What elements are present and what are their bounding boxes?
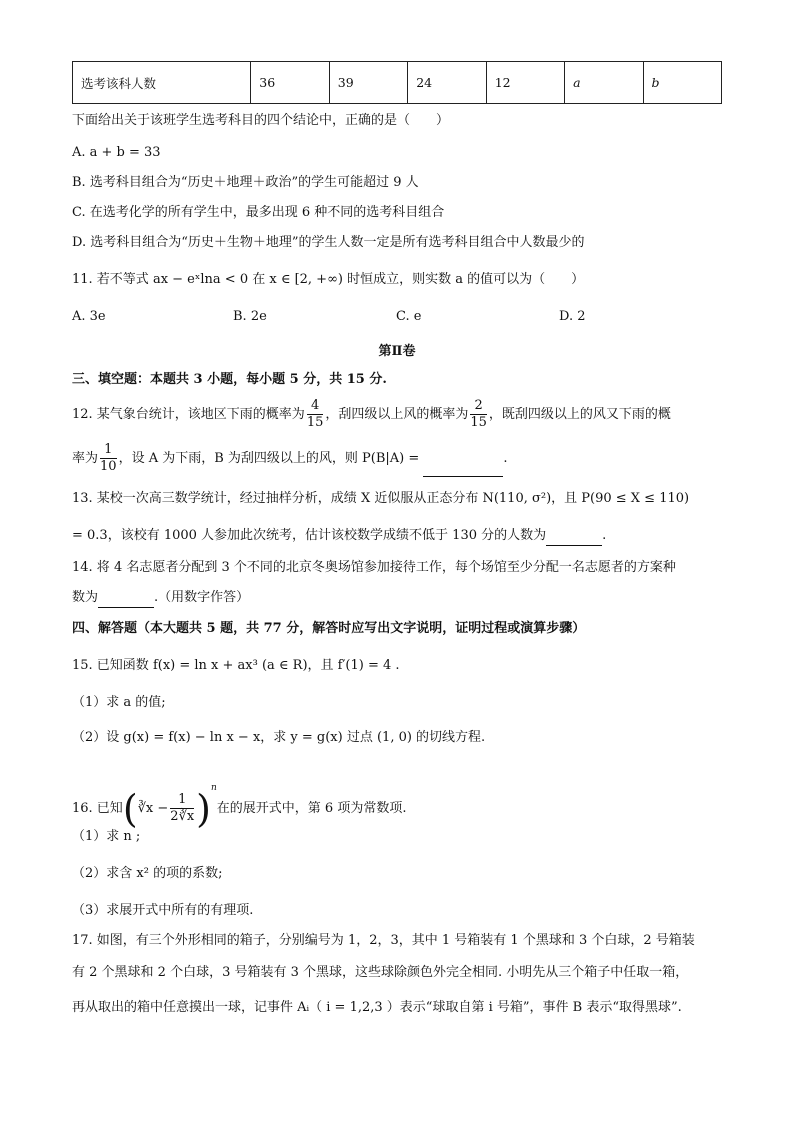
exponent: n (211, 783, 217, 793)
q14-line2 (72, 588, 249, 608)
q13-line2: = 0.3，该校有 1000 人参加此次统考，估计该校数学成绩不低于 130 分的人数为 . (72, 526, 606, 546)
q10-stem: 下面给出关于该班学生选考科目的四个结论中，正确的是（ ） (72, 113, 450, 128)
fraction (307, 398, 324, 431)
fraction-denominator: 2∛x (170, 809, 195, 824)
q11-option-a: A. 3e (72, 309, 106, 324)
answer-blank (423, 462, 503, 477)
q12-line2: 率为 $\frac{1}{10}$ ，设 A 为下雨，B 为刮四级以上的风，则 P(B|A) = . (72, 441, 508, 477)
q14-text: 数为 (72, 590, 99, 605)
answer-blank (98, 593, 154, 608)
q16-sub2: （2）求含 x² 的项的系数; (72, 866, 223, 881)
fraction-numerator: 1 (170, 792, 194, 809)
q10-option-d: D. 选考科目组合为“历史＋生物＋地理”的学生人数一定是所有选考科目组合中人数最少的 (72, 235, 585, 250)
table-cell: 39 (329, 62, 407, 104)
fraction-denominator: 10 (100, 459, 117, 474)
q13-line1: 13. 某校一次高三数学统计，经过抽样分析，成绩 X 近似服从正态分布 N(110, σ²)，且 P(90 ≤ X ≤ 110) (72, 491, 690, 506)
q10-option-a: A. a + b = 33 (72, 145, 161, 160)
q16-text: 16. 已知 (72, 801, 123, 816)
q13-text: = 0.3，该校有 1000 人参加此次统考，估计该校数学成绩不低于 130 分的人数为 (72, 528, 547, 543)
q15-sub2: （2）设 g(x) = f(x) − ln x − x，求 y = g(x) 过点 (1, 0) 的切线方程. (72, 730, 486, 745)
fraction-denominator: 15 (306, 415, 324, 430)
table-cell: 12 (486, 62, 564, 104)
q16-text: 在的展开式中，第 6 项为常数项. (216, 801, 407, 816)
q17-line1: 17. 如图，有三个外形相同的箱子，分别编号为 1，2，3，其中 1 号箱装有 1 个黑球和 3 个白球，2 号箱装 (72, 933, 695, 948)
q15-sub1: （1）求 a 的值; (72, 695, 166, 710)
q10-option-b: B. 选考科目组合为“历史＋地理＋政治”的学生可能超过 9 人 (72, 175, 419, 190)
fraction (100, 442, 117, 475)
q11-option-d: D. 2 (559, 309, 586, 324)
q12-text: 率为 (72, 451, 99, 466)
answer-blank (546, 531, 602, 546)
q17-line2: 有 2 个黑球和 2 个白球，3 号箱装有 3 个黑球，这些球除颜色外完全相同. 小明先从三个箱子中任取一箱， (72, 965, 689, 980)
part3-title: 三、填空题：本题共 3 小题，每小题 5 分，共 15 分. (72, 372, 387, 387)
q10-option-c: C. 在选考化学的所有学生中，最多出现 6 种不同的选考科目组合 (72, 205, 445, 220)
q15-stem: 15. 已知函数 f(x) = ln x + ax³ (a ∈ R)，且 f′(1) = 4 . (72, 658, 400, 673)
q16-sub3: （3）求展开式中所有的有理项. (72, 903, 254, 918)
subject-count-table (72, 61, 722, 104)
q12-text: 12. 某气象台统计，该地区下雨的概率为 (72, 407, 305, 422)
q12-text: ，刮四级以上风的概率为 (325, 407, 469, 422)
part4-title: 四、解答题（本大题共 5 题，共 77 分，解答时应写出文字说明，证明过程或演算步骤） (72, 621, 586, 636)
table-cell: a (565, 62, 643, 104)
table-cell: b (643, 62, 721, 104)
fraction (470, 398, 487, 431)
q16-stem (72, 766, 407, 831)
fraction-numerator: 1 (100, 442, 117, 459)
table-row (73, 62, 722, 104)
q12-text: ，设 A 为下雨，B 为刮四级以上的风，则 P(B|A) = (118, 451, 424, 466)
q16-expr: ∛x − (137, 801, 169, 816)
q14-text: .（用数字作答） (154, 590, 250, 605)
q17-line3: 再从取出的箱中任意摸出一球，记事件 Aᵢ（ i = 1,2,3 ）表示“球取自第 i 号箱”，事件 B 表示“取得黑球”. (72, 1000, 682, 1015)
table-cell: 24 (408, 62, 486, 104)
q11-option-c: C. e (396, 309, 422, 324)
q11-stem: 11. 若不等式 ax − eˣlna < 0 在 x ∈ [2, +∞) 时恒成立，则实数 a 的值可以为（ ） (72, 272, 585, 287)
fraction-numerator: 4 (307, 398, 324, 415)
fraction (170, 792, 194, 825)
left-paren: ( (122, 786, 138, 831)
q12-text: ，既刮四级以上的风又下雨的概 (488, 407, 671, 422)
q12-line1 (72, 397, 671, 433)
q11-option-b: B. 2e (233, 309, 267, 324)
fraction-numerator: 2 (470, 398, 487, 415)
fraction-denominator: 15 (470, 415, 487, 430)
table-cell: 36 (251, 62, 329, 104)
table-header-cell: 选考该科人数 (73, 62, 251, 104)
q14-line1: 14. 将 4 名志愿者分配到 3 个不同的北京冬奥场馆参加接待工作，每个场馆至少分配一名志愿者的方案种 (72, 560, 676, 575)
q16-sub1: （1）求 n ; (72, 829, 141, 844)
right-paren: ) (196, 786, 211, 831)
section-2-title: 第Ⅱ卷 (378, 344, 416, 359)
